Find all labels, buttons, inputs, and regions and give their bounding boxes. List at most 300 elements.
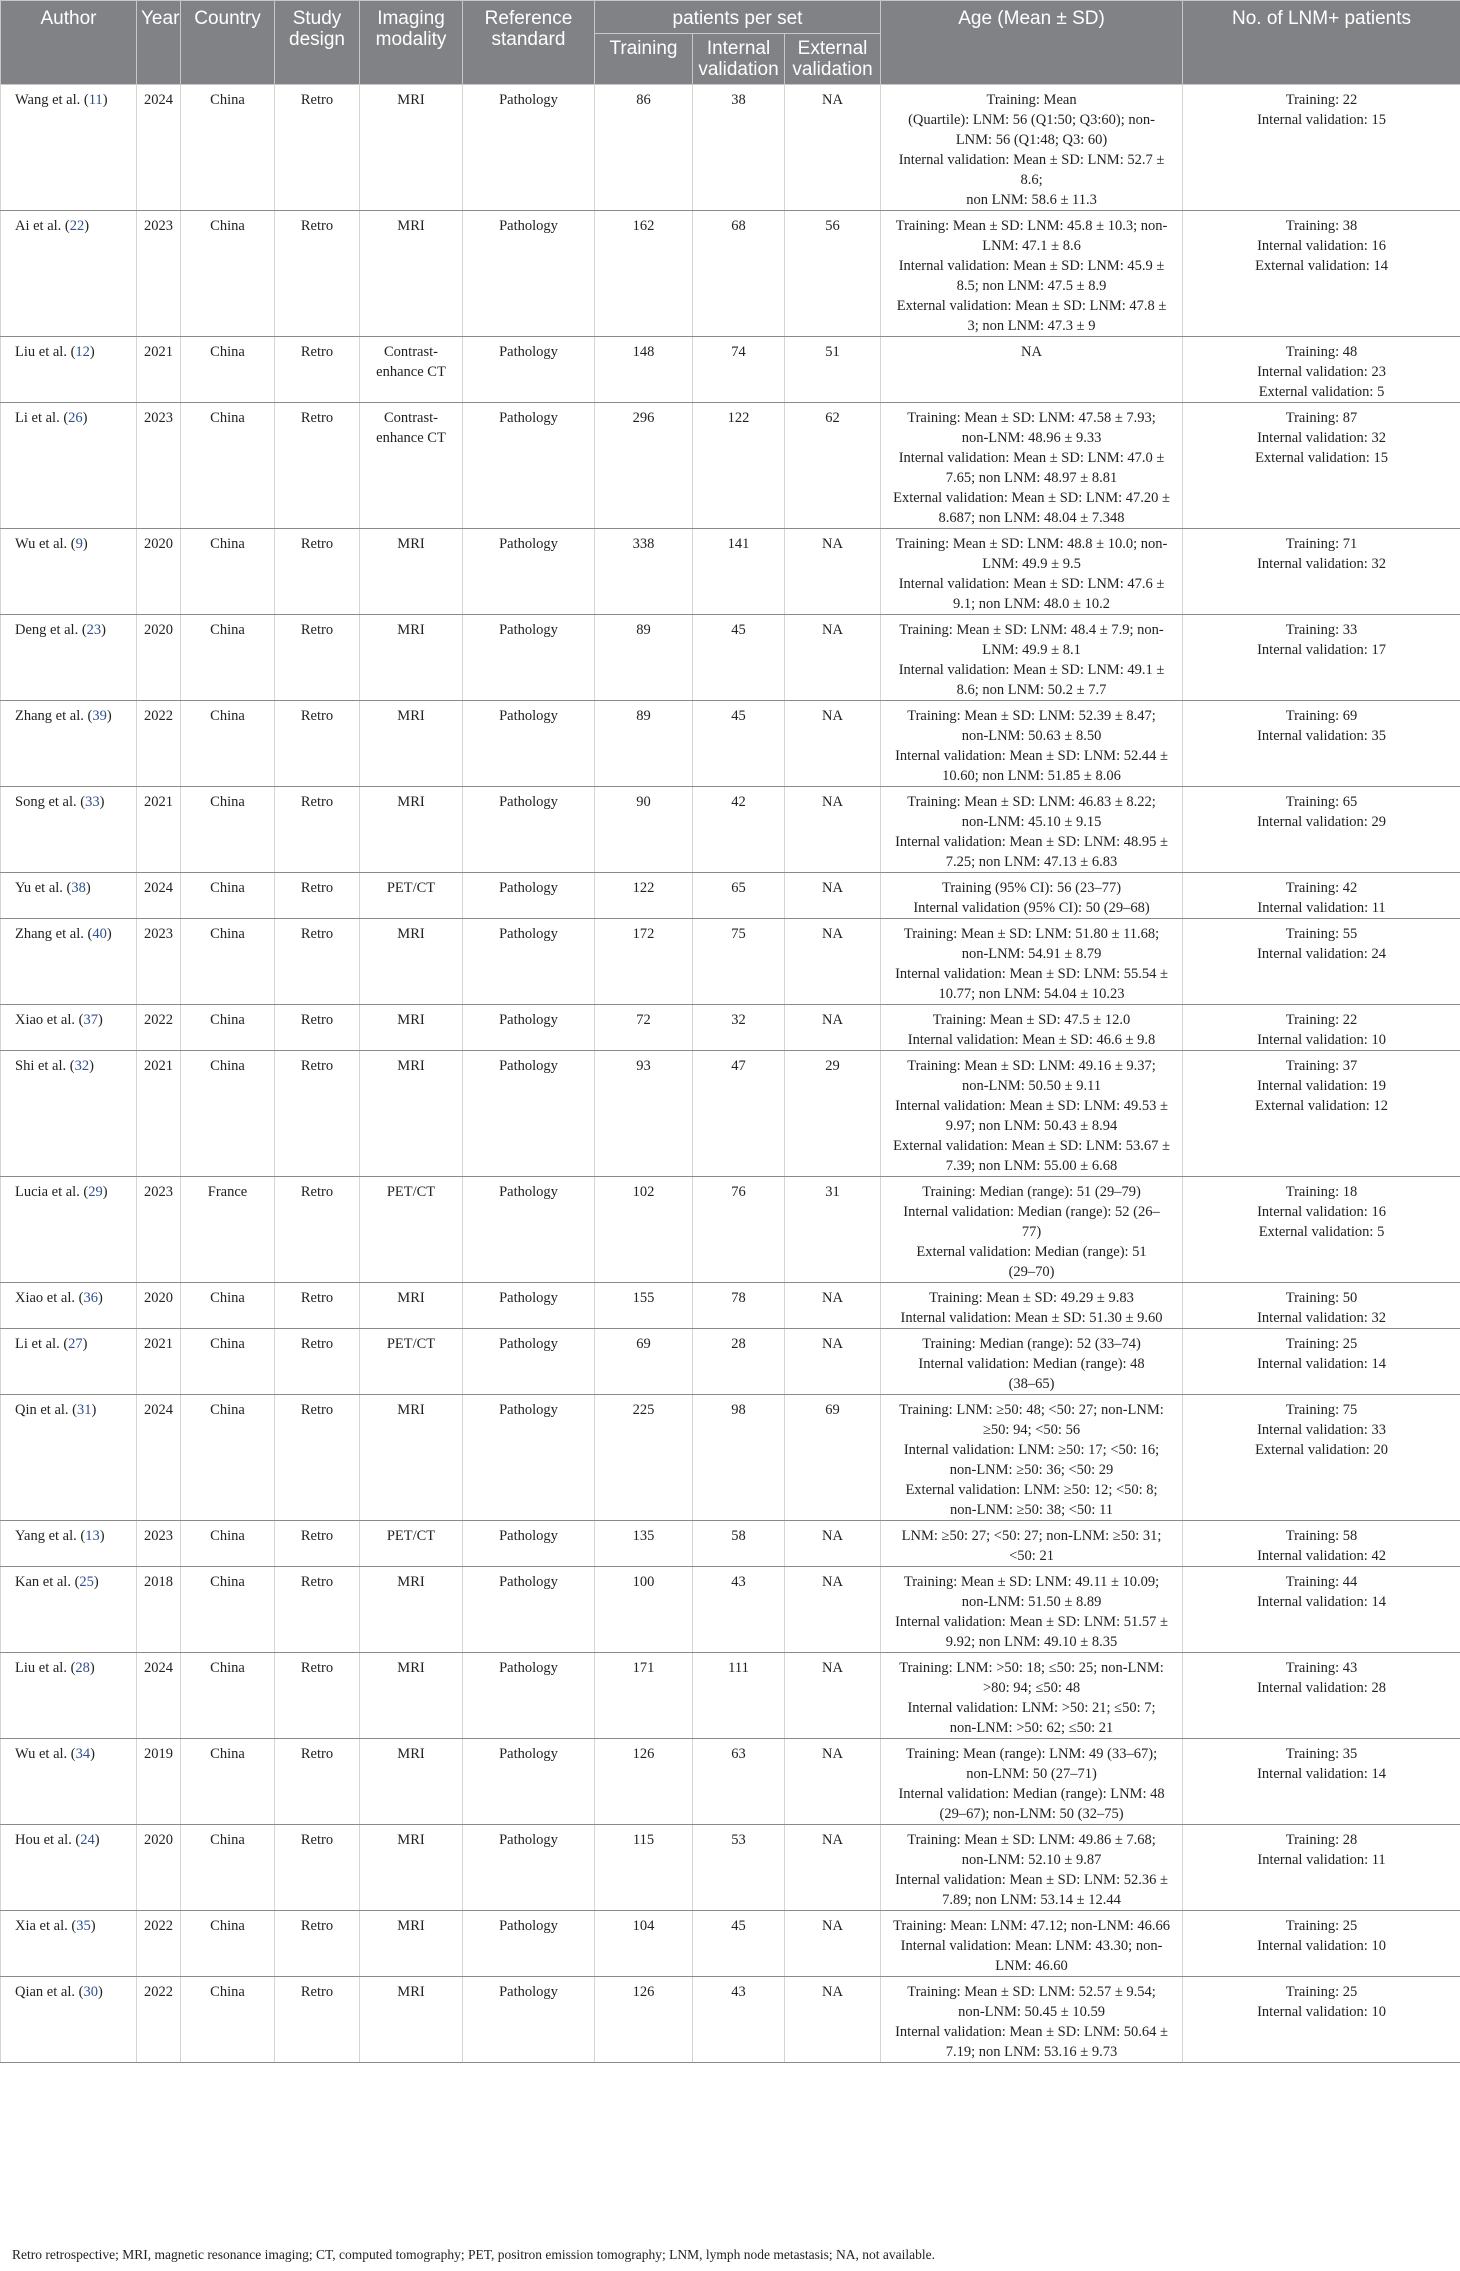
cell-reference-standard: Pathology [463,211,595,337]
cell-country: China [181,701,275,787]
ref-paren: ) [102,92,108,108]
cell-imaging-modality: MRI [360,211,463,337]
age-line: Training: LNM: >50: 18; ≤50: 25; non-LNM: [899,1660,1164,1676]
reference-link[interactable]: 22 [69,218,85,234]
age-line: Training: Mean ± SD: LNM: 48.8 ± 10.0; non- [895,536,1168,552]
cell-year: 2024 [137,1653,181,1739]
cell-study-design: Retro [275,211,360,337]
cell-external-validation: NA [785,1567,881,1653]
table-row [1,1521,1460,1567]
cell-imaging-modality: MRI [360,701,463,787]
lnm-line: Training: 55 [1285,926,1358,942]
author-name: Wu et al. ( [15,1746,76,1762]
cell-internal-validation: 111 [693,1653,785,1739]
cell-imaging-modality: PET/CT [360,1521,463,1567]
cell-reference-standard: Pathology [463,1521,595,1567]
cell-reference-standard: Pathology [463,701,595,787]
cell-study-design: Retro [275,1739,360,1825]
age-line: Training: Mean ± SD: LNM: 45.8 ± 10.3; non- [895,218,1168,234]
age-line: LNM: 49.9 ± 8.1 [982,642,1081,658]
cell-reference-standard: Pathology [463,1283,595,1329]
ref-paren: ) [82,1336,88,1352]
cell-author [1,1977,137,2063]
age-line: 8.5; non LNM: 47.5 ± 8.9 [956,278,1107,294]
age-line: <50: 21 [1009,1548,1054,1564]
cell-age [881,1283,1183,1329]
age-line: Internal validation: LNM: ≥50: 17; <50: 16; [903,1442,1160,1458]
cell-imaging-modality: MRI [360,1977,463,2063]
cell-reference-standard: Pathology [463,1329,595,1395]
cell-lnm-patients [1183,1977,1460,2063]
header-reference-standard: Reference standard [463,1,595,85]
cell-reference-standard: Pathology [463,403,595,529]
age-line: non-LNM: 50.45 ± 10.59 [958,2004,1105,2020]
age-line: External validation: Median (range): 51 [916,1244,1147,1260]
cell-lnm-patients [1183,615,1460,701]
age-line: Internal validation: Mean ± SD: LNM: 47.0 ± [898,450,1165,466]
reference-link[interactable]: 34 [75,1746,91,1762]
age-line: Training: Mean ± SD: LNM: 49.86 ± 7.68; [907,1832,1156,1848]
cell-external-validation: NA [785,1911,881,1977]
lnm-line: Internal validation: 29 [1257,814,1386,830]
age-line: Internal validation: Mean ± SD: LNM: 55.54 ± [895,966,1168,982]
cell-age [881,1051,1183,1177]
cell-country: China [181,1051,275,1177]
ref-paren: ) [101,622,107,638]
age-line: Internal validation: Mean ± SD: LNM: 48.95 ± [895,834,1168,850]
table-row [1,919,1460,1005]
age-line: Internal validation: Mean ± SD: 46.6 ± 9.8 [907,1032,1156,1048]
age-line: Internal validation: Median (range): LNM: 48 [898,1786,1165,1802]
lnm-line: Training: 33 [1285,622,1358,638]
cell-country: China [181,1283,275,1329]
cell-author [1,403,137,529]
cell-year: 2022 [137,1977,181,2063]
lnm-line: Internal validation: 15 [1257,112,1386,128]
cell-training: 126 [595,1739,693,1825]
age-line: Training: Mean: LNM: 47.12; non-LNM: 46.66 [893,1918,1171,1934]
cell-reference-standard: Pathology [463,1177,595,1283]
lnm-line: Internal validation: 24 [1257,946,1386,962]
cell-lnm-patients [1183,1567,1460,1653]
lnm-line: Internal validation: 33 [1257,1422,1386,1438]
author-name: Liu et al. ( [15,1660,76,1676]
age-line: Internal validation (95% CI): 50 (29–68) [913,900,1150,916]
age-line: NA [1021,344,1042,360]
reference-link[interactable]: 24 [80,1832,95,1848]
reference-link[interactable]: 11 [88,92,103,108]
cell-author [1,337,137,403]
reference-link[interactable]: 27 [68,1336,83,1352]
cell-study-design: Retro [275,1177,360,1283]
author-name: Liu et al. ( [15,344,76,360]
cell-internal-validation: 42 [693,787,785,873]
cell-author [1,1739,137,1825]
age-line: LNM: 49.9 ± 9.5 [982,556,1081,572]
header-external-validation: External validation [785,34,881,85]
cell-reference-standard: Pathology [463,787,595,873]
cell-study-design: Retro [275,701,360,787]
age-line: 7.19; non LNM: 53.16 ± 9.73 [945,2044,1118,2060]
lnm-line: External validation: 5 [1258,384,1385,400]
table-row [1,1395,1460,1521]
lnm-line: Training: 28 [1285,1832,1358,1848]
cell-year: 2023 [137,403,181,529]
cell-study-design: Retro [275,1521,360,1567]
header-training: Training [595,34,693,85]
ref-paren: ) [85,880,91,896]
age-line: non-LNM: 54.91 ± 8.79 [961,946,1102,962]
table-row [1,1005,1460,1051]
cell-country: China [181,615,275,701]
cell-age [881,1911,1183,1977]
cell-year: 2023 [137,1521,181,1567]
lnm-line: Training: 48 [1285,344,1358,360]
cell-lnm-patients [1183,1177,1460,1283]
cell-year: 2020 [137,529,181,615]
age-line: Training: Mean ± SD: LNM: 49.11 ± 10.09; [903,1574,1160,1590]
cell-study-design: Retro [275,1283,360,1329]
lnm-line: Training: 18 [1285,1184,1358,1200]
cell-internal-validation: 141 [693,529,785,615]
cell-country: China [181,1005,275,1051]
author-name: Lucia et al. ( [15,1184,89,1200]
cell-lnm-patients [1183,919,1460,1005]
reference-link[interactable]: 30 [83,1984,98,2000]
age-line: Training: Mean (range): LNM: 49 (33–67); [905,1746,1158,1762]
lnm-line: Training: 25 [1285,1918,1358,1934]
lnm-line: Internal validation: 32 [1257,556,1386,572]
author-name: Li et al. ( [15,410,69,426]
ref-paren: ) [93,1574,99,1590]
cell-country: France [181,1177,275,1283]
reference-link[interactable]: 25 [79,1574,94,1590]
cell-imaging-modality: MRI [360,787,463,873]
age-line: Internal validation: Mean ± SD: LNM: 49.1 ± [898,662,1165,678]
cell-internal-validation: 53 [693,1825,785,1911]
header-author: Author [1,1,137,85]
lnm-line: Internal validation: 10 [1257,1938,1386,1954]
cell-internal-validation: 98 [693,1395,785,1521]
lnm-line: Internal validation: 10 [1257,2004,1386,2020]
cell-lnm-patients [1183,1395,1460,1521]
cell-country: China [181,85,275,211]
reference-link[interactable]: 40 [92,926,107,942]
cell-lnm-patients [1183,1329,1460,1395]
header-patients-per-set: patients per set [595,1,881,34]
table-row [1,1911,1460,1977]
lnm-line: Internal validation: 28 [1257,1680,1386,1696]
cell-imaging-modality: MRI [360,1739,463,1825]
ref-paren: ) [89,344,95,360]
cell-year: 2023 [137,919,181,1005]
author-name: Qin et al. ( [15,1402,78,1418]
cell-study-design: Retro [275,1395,360,1521]
cell-reference-standard: Pathology [463,85,595,211]
ref-paren: ) [82,410,88,426]
table-row [1,85,1460,211]
reference-link[interactable]: 12 [75,344,90,360]
age-line: 9.1; non LNM: 48.0 ± 10.2 [953,596,1111,612]
age-line: LNM: 47.1 ± 8.6 [982,238,1081,254]
cell-imaging-modality: PET/CT [360,873,463,919]
lnm-line: Training: 25 [1285,1336,1358,1352]
author-name: Ai et al. ( [15,218,70,234]
cell-internal-validation: 45 [693,615,785,701]
age-line: Internal validation: Mean: LNM: 43.30; non- [900,1938,1163,1954]
cell-training: 155 [595,1283,693,1329]
age-line: Training: Mean ± SD: 47.5 ± 12.0 [932,1012,1131,1028]
table-row [1,615,1460,701]
cell-study-design: Retro [275,1825,360,1911]
reference-link[interactable]: 31 [77,1402,92,1418]
lnm-line: Training: 25 [1285,1984,1358,2000]
age-line: Training: Mean ± SD: LNM: 49.16 ± 9.37; [907,1058,1156,1074]
cell-external-validation: NA [785,919,881,1005]
age-line: 7.65; non LNM: 48.97 ± 8.81 [945,470,1118,486]
cell-internal-validation: 47 [693,1051,785,1177]
reference-link[interactable]: 38 [71,880,86,896]
cell-author [1,1911,137,1977]
cell-external-validation: NA [785,787,881,873]
cell-imaging-modality: MRI [360,919,463,1005]
cell-country: China [181,1911,275,1977]
author-name: Wu et al. ( [15,536,76,552]
cell-age [881,1329,1183,1395]
cell-imaging-modality: MRI [360,1825,463,1911]
cell-external-validation: NA [785,615,881,701]
cell-training: 296 [595,403,693,529]
ref-paren: ) [97,1984,103,2000]
age-line: Training: Mean ± SD: LNM: 51.80 ± 11.68; [903,926,1160,942]
age-line: Internal validation: Mean ± SD: LNM: 51.57 ± [895,1614,1168,1630]
ref-paren: ) [102,1184,108,1200]
header-age: Age (Mean ± SD) [881,1,1183,85]
cell-imaging-modality: MRI [360,1005,463,1051]
cell-external-validation: NA [785,85,881,211]
cell-training: 135 [595,1521,693,1567]
lnm-line: Training: 35 [1285,1746,1358,1762]
cell-internal-validation: 43 [693,1977,785,2063]
reference-link[interactable]: 29 [88,1184,103,1200]
author-name: Wang et al. ( [15,92,89,108]
table-row [1,787,1460,873]
reference-link[interactable]: 39 [92,708,107,724]
cell-age [881,1739,1183,1825]
cell-external-validation: 69 [785,1395,881,1521]
cell-author [1,529,137,615]
age-line: non-LNM: 50.63 ± 8.50 [961,728,1102,744]
cell-year: 2019 [137,1739,181,1825]
cell-reference-standard: Pathology [463,337,595,403]
ref-paren: ) [84,218,90,234]
cell-country: China [181,1395,275,1521]
ref-paren: ) [94,1832,100,1848]
age-line: 3; non LNM: 47.3 ± 9 [967,318,1096,334]
cell-age [881,1653,1183,1739]
cell-internal-validation: 65 [693,873,785,919]
cell-training: 93 [595,1051,693,1177]
cell-training: 72 [595,1005,693,1051]
age-line: 7.25; non LNM: 47.13 ± 6.83 [945,854,1118,870]
reference-link[interactable]: 26 [68,410,83,426]
age-line: External validation: Mean ± SD: LNM: 47.8 ± [896,298,1167,314]
age-line: Internal validation: Mean ± SD: LNM: 52.44 ± [895,748,1168,764]
cell-year: 2022 [137,701,181,787]
reference-link[interactable]: 35 [76,1918,91,1934]
author-name: Yang et al. ( [15,1528,86,1544]
reference-link[interactable]: 33 [85,794,100,810]
cell-author [1,787,137,873]
cell-reference-standard: Pathology [463,1395,595,1521]
cell-author [1,1051,137,1177]
cell-age [881,1177,1183,1283]
cell-reference-standard: Pathology [463,1005,595,1051]
cell-lnm-patients [1183,1739,1460,1825]
cell-country: China [181,1977,275,2063]
ref-paren: ) [99,1528,105,1544]
age-line: 8.687; non LNM: 48.04 ± 7.348 [938,510,1125,526]
cell-author [1,85,137,211]
cell-study-design: Retro [275,1911,360,1977]
cell-country: China [181,1521,275,1567]
cell-external-validation: NA [785,1739,881,1825]
ref-paren: ) [97,1290,103,1306]
lnm-line: Internal validation: 19 [1257,1078,1386,1094]
cell-training: 148 [595,337,693,403]
lnm-line: Training: 50 [1285,1290,1358,1306]
reference-link[interactable]: 32 [74,1058,90,1074]
author-name: Deng et al. ( [15,622,87,638]
cell-external-validation: NA [785,701,881,787]
cell-country: China [181,787,275,873]
cell-age [881,1825,1183,1911]
cell-imaging-modality: MRI [360,615,463,701]
cell-year: 2021 [137,337,181,403]
age-line: non-LNM: ≥50: 36; <50: 29 [949,1462,1114,1478]
reference-link[interactable]: 9 [75,536,83,552]
age-line: non-LNM: >50: 62; ≤50: 21 [949,1720,1114,1736]
cell-training: 100 [595,1567,693,1653]
table-row [1,337,1460,403]
cell-internal-validation: 45 [693,1911,785,1977]
age-line: External validation: Mean ± SD: LNM: 47.20 ± [893,490,1170,506]
table-row [1,1739,1460,1825]
cell-external-validation: NA [785,1329,881,1395]
age-line: LNM: 56 (Q1:48; Q3: 60) [955,132,1108,148]
age-line: 9.92; non LNM: 49.10 ± 8.35 [945,1634,1118,1650]
age-line: (38–65) [1008,1376,1055,1392]
cell-country: China [181,403,275,529]
cell-age [881,211,1183,337]
reference-link[interactable]: 37 [83,1012,98,1028]
cell-imaging-modality: MRI [360,1051,463,1177]
cell-external-validation: NA [785,1653,881,1739]
age-line: non-LNM: 50.50 ± 9.11 [961,1078,1102,1094]
table-row [1,1825,1460,1911]
cell-age [881,615,1183,701]
age-line: LNM: 46.60 [995,1958,1068,1974]
table-row [1,403,1460,529]
cell-internal-validation: 58 [693,1521,785,1567]
table-row [1,1051,1460,1177]
lnm-line: External validation: 20 [1255,1442,1388,1458]
reference-link[interactable]: 13 [85,1528,100,1544]
ref-paren: ) [89,1058,94,1074]
cell-external-validation: NA [785,1283,881,1329]
age-line: non-LNM: ≥50: 38; <50: 11 [950,1502,1114,1518]
lnm-line: Training: 42 [1285,880,1358,896]
cell-author [1,1329,137,1395]
age-line: Internal validation: Mean ± SD: LNM: 47.6 ± [898,576,1165,592]
ref-paren: ) [90,1918,96,1934]
cell-age [881,1977,1183,2063]
cell-imaging-modality: Contrast-enhance CT [360,337,463,403]
cell-lnm-patients [1183,337,1460,403]
cell-author [1,1395,137,1521]
cell-lnm-patients [1183,1005,1460,1051]
cell-country: China [181,1329,275,1395]
cell-study-design: Retro [275,403,360,529]
age-line: Training: Mean ± SD: LNM: 52.39 ± 8.47; [907,708,1156,724]
cell-lnm-patients [1183,211,1460,337]
author-name: Shi et al. ( [15,1058,75,1074]
age-line: >80: 94; ≤50: 48 [982,1680,1081,1696]
reference-link[interactable]: 23 [86,622,102,638]
age-line: Training: LNM: ≥50: 48; <50: 27; non-LNM: [899,1402,1164,1418]
lnm-line: Training: 37 [1285,1058,1358,1074]
lnm-line: Training: 75 [1285,1402,1358,1418]
cell-country: China [181,1653,275,1739]
table-row [1,701,1460,787]
cell-external-validation: NA [785,1977,881,2063]
reference-link[interactable]: 28 [75,1660,90,1676]
age-line: 8.6; non LNM: 50.2 ± 7.7 [956,682,1107,698]
age-line: Internal validation: Median (range): 48 [918,1356,1145,1372]
table-row [1,529,1460,615]
cell-study-design: Retro [275,787,360,873]
cell-imaging-modality: PET/CT [360,1177,463,1283]
cell-internal-validation: 45 [693,701,785,787]
age-line: Internal validation: Mean ± SD: 51.30 ± 9.60 [900,1310,1163,1326]
age-line: Internal validation: Mean ± SD: LNM: 52.36 ± [895,1872,1168,1888]
cell-study-design: Retro [275,1977,360,2063]
cell-external-validation: NA [785,873,881,919]
cell-age [881,529,1183,615]
cell-age [881,1395,1183,1521]
cell-internal-validation: 68 [693,211,785,337]
age-line: LNM: ≥50: 27; <50: 27; non-LNM: ≥50: 31; [901,1528,1162,1544]
author-name: Song et al. ( [15,794,86,810]
cell-country: China [181,529,275,615]
author-name: Li et al. ( [15,1336,69,1352]
cell-training: 89 [595,615,693,701]
table-row [1,1653,1460,1739]
cell-external-validation: NA [785,1005,881,1051]
reference-link[interactable]: 36 [83,1290,98,1306]
cell-external-validation: NA [785,529,881,615]
lnm-line: Internal validation: 11 [1257,900,1386,916]
cell-lnm-patients [1183,403,1460,529]
cell-age [881,1521,1183,1567]
cell-reference-standard: Pathology [463,1911,595,1977]
cell-reference-standard: Pathology [463,1825,595,1911]
cell-author [1,1005,137,1051]
age-line: Training (95% CI): 56 (23–77) [941,880,1122,896]
age-line: 77) [1021,1224,1042,1240]
age-line: Training: Mean ± SD: LNM: 47.58 ± 7.93; [907,410,1156,426]
age-line: 9.97; non LNM: 50.43 ± 8.94 [945,1118,1118,1134]
